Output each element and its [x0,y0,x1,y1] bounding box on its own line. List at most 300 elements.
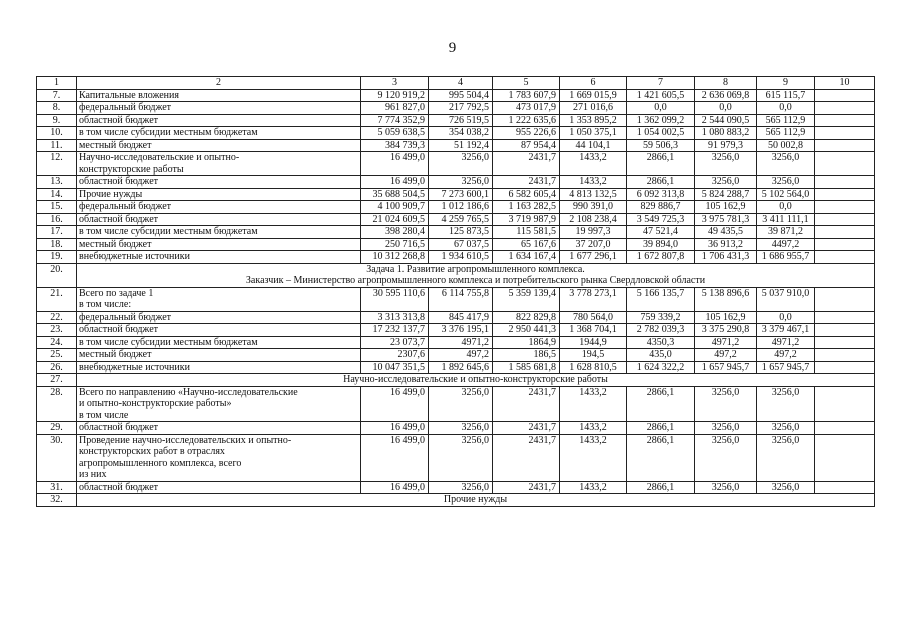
item-name [77,89,361,102]
item-name [77,434,361,481]
value-cell: 4350,3 [627,336,695,349]
value-cell: 5 138 896,6 [695,287,757,311]
section-title [77,374,875,387]
value-cell: 4971,2 [695,336,757,349]
value-cell: 497,2 [695,349,757,362]
header-cell: 4 [429,77,493,90]
value-cell: 435,0 [627,349,695,362]
item-name-line: Прочие нужды [79,188,143,200]
value-cell: 1 686 955,7 [757,251,815,264]
item-name-line: местный бюджет [79,238,152,250]
value-cell: 2 108 238,4 [560,213,627,226]
row-number: 17. [37,226,77,239]
value-cell: 91 979,3 [695,139,757,152]
value-cell: 115 581,5 [493,226,560,239]
value-cell: 1944,9 [560,336,627,349]
value-cell: 30 595 110,6 [361,287,429,311]
value-cell: 3256,0 [429,422,493,435]
value-cell: 217 792,5 [429,102,493,115]
table-row [37,251,875,264]
row-number: 32. [37,494,77,507]
value-cell: 271 016,6 [560,102,627,115]
value-cell: 822 829,8 [493,311,560,324]
item-name-line: и опытно-конструкторские работы» [79,398,232,409]
value-cell: 2431,7 [493,176,560,189]
budget-table [36,76,875,507]
item-name [77,251,361,264]
value-cell: 3256,0 [757,481,815,494]
item-name-line: местный бюджет [79,139,152,151]
value-cell: 35 688 504,5 [361,188,429,201]
value-cell: 3 375 290,8 [695,324,757,337]
value-cell: 1 634 167,4 [493,251,560,264]
section-title-line: Задача 1. Развитие агропромышленного комплекса. [366,263,585,275]
item-name-line: областной бюджет [79,324,159,335]
table-row [37,324,875,337]
item-name [77,213,361,226]
value-cell: 4497,2 [757,238,815,251]
value-cell: 3256,0 [757,176,815,189]
item-name-line: областной бюджет [79,176,159,187]
item-name-line: областной бюджет [79,213,159,225]
value-cell: 1433,2 [560,434,627,481]
item-name [77,287,361,311]
item-name [77,361,361,374]
row-number: 10. [37,127,77,140]
value-cell: 3256,0 [695,386,757,422]
value-cell: 2 950 441,3 [493,324,560,337]
value-cell: 5 102 564,0 [757,188,815,201]
value-cell [815,102,875,115]
value-cell: 4 259 765,5 [429,213,493,226]
value-cell: 3256,0 [757,152,815,176]
value-cell: 1 222 635,6 [493,114,560,127]
item-name-line: областной бюджет [79,114,159,126]
value-cell: 3256,0 [757,434,815,481]
table-row [37,102,875,115]
value-cell: 105 162,9 [695,201,757,214]
value-cell: 1433,2 [560,386,627,422]
row-number: 22. [37,311,77,324]
table-row [37,152,875,176]
value-cell: 125 873,5 [429,226,493,239]
value-cell: 186,5 [493,349,560,362]
value-cell: 759 339,2 [627,311,695,324]
item-name [77,238,361,251]
value-cell: 44 104,1 [560,139,627,152]
value-cell: 5 824 288,7 [695,188,757,201]
value-cell: 4971,2 [757,336,815,349]
value-cell: 384 739,3 [361,139,429,152]
value-cell: 3256,0 [695,152,757,176]
item-name [77,336,361,349]
item-name-line: в том числе: [79,299,132,310]
value-cell: 473 017,9 [493,102,560,115]
value-cell: 2 782 039,3 [627,324,695,337]
value-cell: 354 038,2 [429,127,493,140]
value-cell: 3256,0 [695,434,757,481]
value-cell: 565 112,9 [757,114,815,127]
value-cell [815,114,875,127]
value-cell: 1 672 807,8 [627,251,695,264]
table-row [37,213,875,226]
item-name [77,188,361,201]
value-cell: 50 002,8 [757,139,815,152]
value-cell: 4971,2 [429,336,493,349]
value-cell: 1 163 282,5 [493,201,560,214]
value-cell: 3256,0 [429,434,493,481]
row-number: 19. [37,251,77,264]
value-cell: 995 504,4 [429,89,493,102]
value-cell: 1433,2 [560,152,627,176]
item-name-line: Всего по направлению «Научно-исследовательские [79,386,298,398]
row-number: 20. [37,263,77,287]
value-cell: 37 207,0 [560,238,627,251]
value-cell: 2431,7 [493,481,560,494]
table-row [37,89,875,102]
value-cell: 1 628 810,5 [560,361,627,374]
value-cell: 1 783 607,9 [493,89,560,102]
section-row [37,374,875,387]
table-row [37,176,875,189]
header-cell: 6 [560,77,627,90]
header-cell: 1 [37,77,77,90]
row-number: 24. [37,336,77,349]
value-cell: 1 353 895,2 [560,114,627,127]
table-row [37,481,875,494]
value-cell: 1 362 099,2 [627,114,695,127]
value-cell [815,349,875,362]
item-name-line: внебюджетные источники [79,361,190,373]
section-row [37,263,875,287]
item-name-line: конструкторские работы [79,163,184,175]
value-cell: 1 934 610,5 [429,251,493,264]
value-cell: 1 706 431,3 [695,251,757,264]
item-name [77,102,361,115]
row-number: 12. [37,152,77,176]
value-cell [815,176,875,189]
row-number: 16. [37,213,77,226]
value-cell: 1 669 015,9 [560,89,627,102]
table-row [37,114,875,127]
value-cell: 16 499,0 [361,422,429,435]
value-cell: 1 585 681,8 [493,361,560,374]
value-cell: 1 657 945,7 [695,361,757,374]
row-number: 9. [37,114,77,127]
value-cell: 6 582 605,4 [493,188,560,201]
value-cell: 497,2 [429,349,493,362]
value-cell [815,386,875,422]
value-cell [815,127,875,140]
value-cell: 17 232 137,7 [361,324,429,337]
value-cell: 2431,7 [493,422,560,435]
value-cell: 2866,1 [627,152,695,176]
item-name-line: областной бюджет [79,422,159,433]
value-cell [815,481,875,494]
item-name-line: Всего по задаче 1 [79,287,154,299]
value-cell: 47 521,4 [627,226,695,239]
value-cell [815,188,875,201]
table-row [37,127,875,140]
item-name-line: Капитальные вложения [79,89,179,101]
table-row [37,386,875,422]
item-name-line: федеральный бюджет [79,311,172,323]
item-name [77,324,361,337]
section-title-line: Научно-исследовательские и опытно-конструкторские работы [343,374,608,385]
value-cell: 21 024 609,5 [361,213,429,226]
row-number: 15. [37,201,77,214]
header-cell: 3 [361,77,429,90]
value-cell: 1 368 704,1 [560,324,627,337]
value-cell: 780 564,0 [560,311,627,324]
value-cell: 194,5 [560,349,627,362]
item-name [77,311,361,324]
value-cell: 3256,0 [757,386,815,422]
value-cell: 3256,0 [429,481,493,494]
value-cell: 0,0 [757,102,815,115]
value-cell: 2866,1 [627,422,695,435]
header-cell: 2 [77,77,361,90]
value-cell: 10 312 268,8 [361,251,429,264]
item-name-line: в том числе субсидии местным бюджетам [79,226,258,237]
value-cell: 497,2 [757,349,815,362]
section-title [77,494,875,507]
value-cell: 1433,2 [560,481,627,494]
item-name-line: в том числе [79,409,129,421]
value-cell [815,422,875,435]
value-cell [815,287,875,311]
item-name [77,481,361,494]
value-cell: 3 376 195,1 [429,324,493,337]
item-name [77,127,361,140]
row-number: 28. [37,386,77,422]
value-cell: 3 719 987,9 [493,213,560,226]
value-cell: 51 192,4 [429,139,493,152]
row-number: 25. [37,349,77,362]
value-cell: 2866,1 [627,434,695,481]
value-cell: 3256,0 [429,386,493,422]
value-cell: 5 359 139,4 [493,287,560,311]
value-cell: 5 037 910,0 [757,287,815,311]
header-cell: 8 [695,77,757,90]
value-cell: 398 280,4 [361,226,429,239]
value-cell: 3 313 313,8 [361,311,429,324]
value-cell: 1 050 375,1 [560,127,627,140]
value-cell: 845 417,9 [429,311,493,324]
header-cell: 10 [815,77,875,90]
value-cell: 2 544 090,5 [695,114,757,127]
value-cell [815,336,875,349]
row-number: 29. [37,422,77,435]
value-cell: 1 012 186,6 [429,201,493,214]
item-name [77,176,361,189]
value-cell [815,324,875,337]
value-cell: 3 549 725,3 [627,213,695,226]
value-cell: 16 499,0 [361,152,429,176]
value-cell: 1433,2 [560,422,627,435]
row-number: 21. [37,287,77,311]
value-cell: 4 100 909,7 [361,201,429,214]
table-row [37,311,875,324]
table-row [37,139,875,152]
table-row [37,226,875,239]
value-cell: 65 167,6 [493,238,560,251]
value-cell: 1 080 883,2 [695,127,757,140]
table-row [37,422,875,435]
item-name [77,114,361,127]
header-cell: 7 [627,77,695,90]
value-cell: 16 499,0 [361,386,429,422]
value-cell: 3256,0 [429,176,493,189]
value-cell: 615 115,7 [757,89,815,102]
item-name [77,152,361,176]
value-cell: 2 636 069,8 [695,89,757,102]
value-cell: 3 975 781,3 [695,213,757,226]
item-name [77,386,361,422]
item-name [77,226,361,239]
item-name-line: федеральный бюджет [79,102,172,113]
item-name-line: в том числе субсидии местным бюджетам [79,127,258,138]
value-cell: 7 774 352,9 [361,114,429,127]
value-cell: 2307,6 [361,349,429,362]
value-cell: 16 499,0 [361,176,429,189]
value-cell [815,89,875,102]
row-number: 31. [37,481,77,494]
value-cell: 3256,0 [429,152,493,176]
table-row [37,349,875,362]
table-row [37,238,875,251]
header-cell: 5 [493,77,560,90]
value-cell: 6 092 313,8 [627,188,695,201]
item-name-line: конструкторских работ в отраслях [79,446,225,457]
value-cell: 10 047 351,5 [361,361,429,374]
value-cell: 1 624 322,2 [627,361,695,374]
value-cell [815,226,875,239]
value-cell: 4 813 132,5 [560,188,627,201]
value-cell: 49 435,5 [695,226,757,239]
item-name-line: из них [79,469,107,480]
value-cell: 3256,0 [757,422,815,435]
row-number: 23. [37,324,77,337]
value-cell: 3 411 111,1 [757,213,815,226]
header-cell: 9 [757,77,815,90]
value-cell [815,251,875,264]
value-cell: 23 073,7 [361,336,429,349]
value-cell: 2431,7 [493,434,560,481]
value-cell: 961 827,0 [361,102,429,115]
value-cell: 5 166 135,7 [627,287,695,311]
item-name [77,349,361,362]
value-cell: 1 657 945,7 [757,361,815,374]
section-title-line: Заказчик – Министерство агропромышленного комплекса и потребительского рынка Свердловской области [245,275,706,286]
value-cell: 19 997,3 [560,226,627,239]
value-cell: 829 886,7 [627,201,695,214]
value-cell: 0,0 [627,102,695,115]
table-row [37,361,875,374]
value-cell: 3256,0 [695,481,757,494]
item-name-line: федеральный бюджет [79,201,172,212]
header-row [37,77,875,90]
value-cell: 990 391,0 [560,201,627,214]
item-name-line: Проведение научно-исследовательских и опытно- [79,434,292,446]
row-number: 8. [37,102,77,115]
row-number: 7. [37,89,77,102]
item-name-line: местный бюджет [79,349,152,360]
value-cell: 2431,7 [493,386,560,422]
value-cell: 16 499,0 [361,434,429,481]
item-name-line: агропромышленного комплекса, всего [79,457,242,469]
value-cell: 250 716,5 [361,238,429,251]
table-row [37,287,875,311]
row-number: 27. [37,374,77,387]
value-cell [815,152,875,176]
value-cell: 1 892 645,6 [429,361,493,374]
row-number: 30. [37,434,77,481]
value-cell: 1433,2 [560,176,627,189]
value-cell: 1 421 605,5 [627,89,695,102]
table-row [37,201,875,214]
value-cell: 59 506,3 [627,139,695,152]
value-cell: 39 894,0 [627,238,695,251]
value-cell: 955 226,6 [493,127,560,140]
table-row [37,434,875,481]
item-name-line: областной бюджет [79,481,159,493]
value-cell: 3256,0 [695,176,757,189]
section-row [37,494,875,507]
value-cell: 3 778 273,1 [560,287,627,311]
value-cell: 0,0 [695,102,757,115]
value-cell: 1864,9 [493,336,560,349]
value-cell: 1 054 002,5 [627,127,695,140]
value-cell: 0,0 [757,201,815,214]
value-cell: 2866,1 [627,176,695,189]
table-row [37,188,875,201]
value-cell: 6 114 755,8 [429,287,493,311]
section-title [77,263,875,287]
value-cell [815,434,875,481]
value-cell: 67 037,5 [429,238,493,251]
value-cell: 0,0 [757,311,815,324]
value-cell: 39 871,2 [757,226,815,239]
table-row [37,336,875,349]
value-cell [815,311,875,324]
item-name [77,139,361,152]
value-cell: 3 379 467,1 [757,324,815,337]
item-name-line: Научно-исследовательские и опытно- [79,152,240,163]
value-cell: 1 677 296,1 [560,251,627,264]
value-cell [815,361,875,374]
row-number: 14. [37,188,77,201]
value-cell [815,238,875,251]
item-name-line: внебюджетные источники [79,251,190,262]
value-cell: 2866,1 [627,386,695,422]
value-cell: 2431,7 [493,152,560,176]
section-title-line: Прочие нужды [443,494,508,505]
item-name [77,201,361,214]
value-cell: 2866,1 [627,481,695,494]
row-number: 13. [37,176,77,189]
value-cell: 16 499,0 [361,481,429,494]
value-cell [815,139,875,152]
row-number: 11. [37,139,77,152]
value-cell: 565 112,9 [757,127,815,140]
page-number: 9 [448,40,457,56]
value-cell [815,201,875,214]
value-cell: 87 954,4 [493,139,560,152]
value-cell: 726 519,5 [429,114,493,127]
item-name-line: в том числе субсидии местным бюджетам [79,336,258,348]
row-number: 26. [37,361,77,374]
